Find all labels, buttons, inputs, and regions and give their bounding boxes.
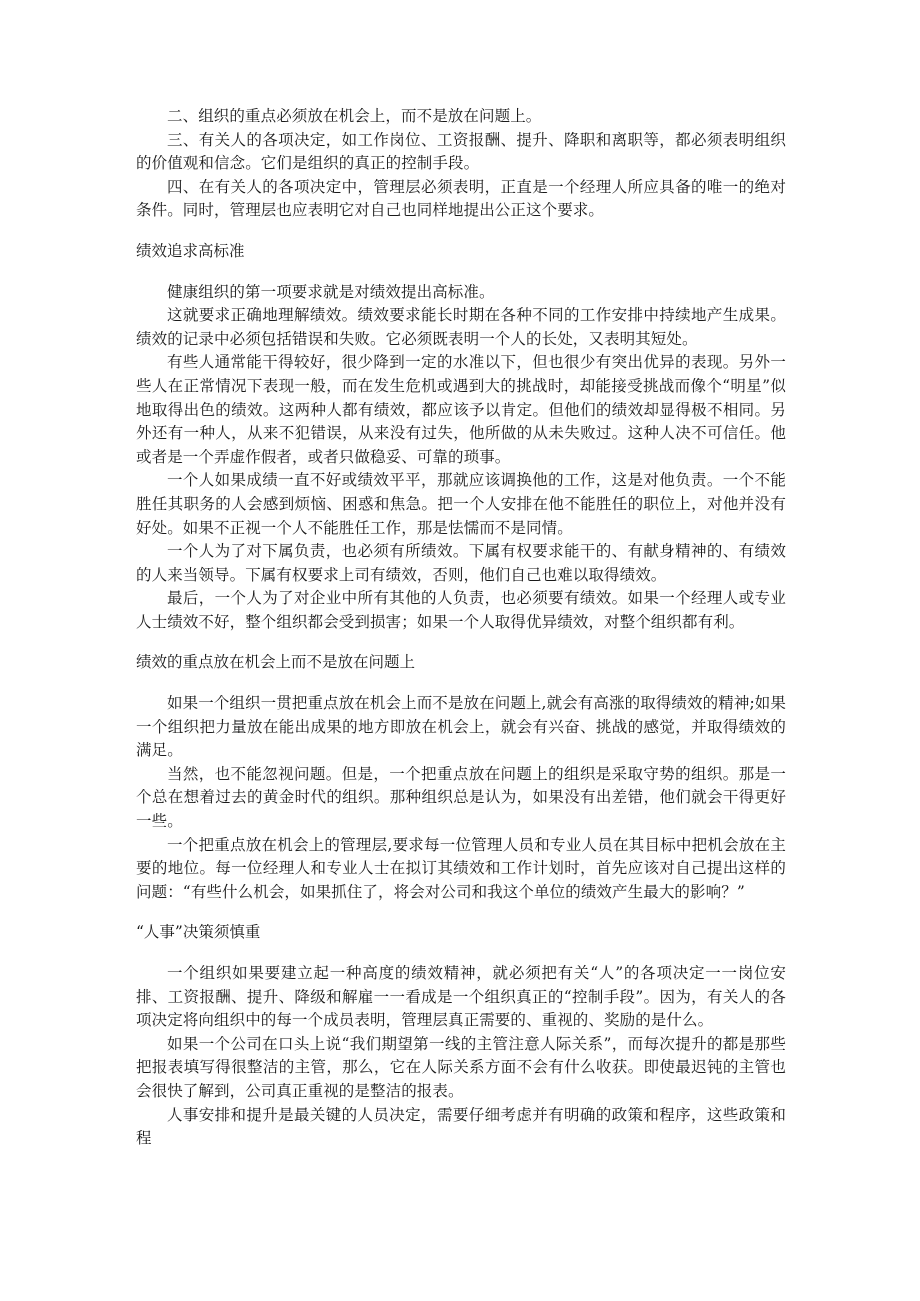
body-paragraph: 最后，一个人为了对企业中所有其他的人负责，也必须要有绩效。如果一个经理人或专业人士绩效不好，整个组织都会受到损害；如果一个人取得优异绩效，对整个组织都有利。	[136, 589, 786, 631]
body-paragraph: 这就要求正确地理解绩效。绩效要求能长时期在各种不同的工作安排中持续地产生成果。绩效的记录中必须包括错误和失败。它必须既表明一个人的长处，又表明其短处。	[136, 306, 786, 348]
section-heading: “人事”决策须慎重	[136, 923, 261, 942]
section-heading: 绩效的重点放在机会上而不是放在问题上	[136, 653, 416, 672]
document-page	[136, 105, 786, 1151]
body-paragraph: 一个人为了对下属负责，也必须有所绩效。下属有权要求能干的、有献身精神的、有绩效的人来当领导。下属有权要求上司有绩效，否则，他们自己也难以取得绩效。	[136, 542, 786, 584]
body-paragraph: 一个组织如果要建立起一种高度的绩效精神，就必须把有关“人”的各项决定一一岗位安排、工资报酬、提升、降级和解雇一一看成是一个组织真正的“控制手段”。因为，有关人的各项决定将向组织中的每一个成员表明，管理层真正需要的、重视的、奖励的是什么。	[136, 964, 786, 1030]
body-paragraph: 如果一个公司在口头上说“我们期望第一线的主管注意人际关系”，而每次提升的都是那些把报表填写得很整洁的主管，那么，它在人际关系方面不会有什么收获。即使最迟钝的主管也会很快了解到，公司真正重视的是整洁的报表。	[136, 1034, 786, 1100]
section-performance-standards	[136, 240, 786, 635]
body-paragraph: 一个把重点放在机会上的管理层,要求每一位管理人员和专业人员在其目标中把机会放在主要的地位。每一位经理人和专业人士在拟订其绩效和工作计划时，首先应该对自己提出这样的问题：“有些什么机会，如果抓住了，将会对公司和我这个单位的绩效产生最大的影响？”	[136, 835, 786, 901]
body-paragraph: 健康组织的第一项要求就是对绩效提出高标准。	[167, 282, 495, 301]
body-paragraph: 当然，也不能忽视问题。但是，一个把重点放在问题上的组织是采取守势的组织。那是一个总在想着过去的黄金时代的组织。那种组织总是认为，如果没有出差错，他们就会干得更好一些。	[136, 764, 786, 831]
body-paragraph: 人事安排和提升是最关键的人员决定，需要仔细考虑并有明确的政策和程序，这些政策和程	[136, 1105, 786, 1148]
body-paragraph: 如果一个组织一贯把重点放在机会上而不是放在问题上,就会有高涨的取得绩效的精神;如果一个组织把力量放在能出成果的地方即放在机会上，就会有兴奋、挑战的感觉，并取得绩效的满足。	[136, 694, 786, 760]
body-paragraph: 有些人通常能干得较好，很少降到一定的水准以下，但也很少有突出优异的表现。另外一些人在正常情况下表现一般，而在发生危机或遇到大的挑战时，却能接受挑战而像个“明星”似地取得出色的绩效。这两种人都有绩效，都应该予以肯定。但他们的绩效却显得极不相同。另外还有一种人，从来不犯错误，从来没有过失，他所做的从未失败过。这种人决不可信任。他或者是一个弄虚作假者，或者只做稳妥、可靠的琐事。	[136, 353, 786, 466]
section-heading: 绩效追求高标准	[136, 241, 245, 260]
intro-paragraph: 四、在有关人的各项决定中，管理层必须表明，正直是一个经理人所应具备的唯一的绝对条件。同时，管理层也应表明它对自己也同样地提出公正这个要求。	[136, 177, 786, 220]
section-people-decisions	[136, 921, 786, 1150]
intro-paragraph: 二、组织的重点必须放在机会上，而不是放在问题上。	[167, 107, 542, 125]
section-opportunities	[136, 651, 786, 904]
intro-section	[136, 105, 786, 223]
body-paragraph: 一个人如果成绩一直不好或绩效平平，那就应该调换他的工作，这是对他负责。一个不能胜任其职务的人会感到烦恼、困惑和焦急。把一个人安排在他不能胜任的职位上，对他并没有好处。如果不正视一个人不能胜任工作，那是怯懦而不是同情。	[136, 471, 786, 537]
intro-paragraph: 三、有关人的各项决定，如工作岗位、工资报酬、提升、降职和离职等，都必须表明组织的价值观和信念。它们是组织的真正的控制手段。	[136, 130, 786, 173]
